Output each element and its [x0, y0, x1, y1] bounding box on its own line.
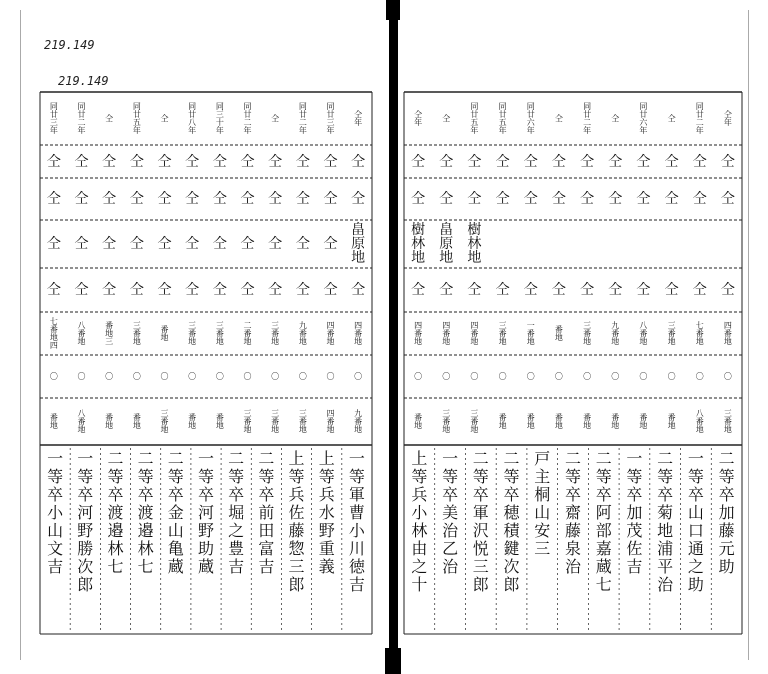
right-row-header-cell: 仝 [667, 113, 676, 123]
right-row-mark3-cell: 樹 林 地 [467, 222, 482, 266]
left-row-mark3-cell: 仝 [212, 236, 227, 252]
left-row-plot1-cell: 番 地 三 [105, 320, 114, 346]
right-row-header-cell: 同 廿 六 年 [639, 101, 648, 135]
right-row-mark4-cell: 仝 [580, 282, 595, 298]
left-soldier-name-column: 二 等 卒 堀 之 豊 吉 [228, 449, 245, 576]
binding-gutter-spine [389, 0, 398, 674]
right-row-mark1-cell: 仝 [523, 153, 538, 170]
left-row-plot2-cell: 八 番 地 [77, 408, 86, 434]
right-row-mark2-cell: 仝 [495, 191, 510, 207]
left-row-plot1-cell: 三 番 地 [132, 320, 141, 346]
left-row-zero-cell: 〇 [354, 371, 363, 381]
left-soldier-name-column: 一 等 軍 曹 小 川 徳 吉 [348, 449, 365, 594]
left-soldier-name-column: 上 等 兵 佐 藤 惣 三 郎 [288, 449, 305, 594]
right-soldier-name-column: 一 等 卒 美 治 乙 治 [442, 449, 459, 576]
left-row-mark3-cell: 仝 [129, 236, 144, 252]
left-row-plot1-cell: 七 番 地 四 [49, 316, 58, 350]
right-row-mark1-cell: 仝 [608, 153, 623, 170]
right-soldier-name-column: 二 等 卒 菊 地 浦 平 治 [657, 449, 674, 594]
right-row-zero-cell: 〇 [554, 371, 563, 381]
left-row-plot1-cell: 四 番 地 [354, 320, 363, 346]
right-row-mark2-cell: 仝 [720, 191, 735, 207]
right-row-mark2-cell: 仝 [636, 191, 651, 207]
right-row-plot1-cell: 四 番 地 [470, 320, 479, 346]
right-row-mark3-cell [545, 222, 573, 266]
left-row-header-cell: 仝 [271, 113, 280, 123]
right-row-zero-cell: 〇 [583, 371, 592, 381]
right-row-plot1-cell: 七 番 地 [695, 320, 704, 346]
left-row-plot1-cell: 三 番 地 [188, 320, 197, 346]
left-row-zero-cell: 〇 [49, 371, 58, 381]
right-row-mark1-cell: 仝 [720, 153, 735, 170]
left-row-mark2-cell: 仝 [74, 191, 89, 207]
left-row-zero-cell: 〇 [160, 371, 169, 381]
left-row-mark1-cell: 仝 [129, 153, 144, 170]
right-row-mark2-cell: 仝 [467, 191, 482, 207]
left-row-mark4-cell: 仝 [212, 282, 227, 298]
left-row-plot2-cell: 三 番 地 [271, 408, 280, 434]
right-row-zero-cell: 〇 [611, 371, 620, 381]
right-row-zero-cell: 〇 [667, 371, 676, 381]
left-row-plot2-cell: 番 地 [49, 412, 58, 430]
right-row-zero-cell: 〇 [414, 371, 423, 381]
left-row-mark3-cell: 仝 [185, 236, 200, 252]
left-row-plot2-cell: 四 番 地 [326, 408, 335, 434]
left-row-mark1-cell: 仝 [240, 153, 255, 170]
right-row-mark2-cell: 仝 [439, 191, 454, 207]
right-row-plot1-cell: 三 番 地 [583, 320, 592, 346]
right-row-mark4-cell: 仝 [495, 282, 510, 298]
left-row-mark4-cell: 仝 [129, 282, 144, 298]
right-row-plot1-cell: 四 番 地 [442, 320, 451, 346]
left-row-mark1-cell: 仝 [212, 153, 227, 170]
left-row-header-cell: 同 廿 八 年 [188, 101, 197, 135]
right-row-zero-cell: 〇 [723, 371, 732, 381]
right-row-mark4-cell: 仝 [523, 282, 538, 298]
right-row-mark2-cell: 仝 [580, 191, 595, 207]
left-row-mark3-cell: 仝 [323, 236, 338, 252]
left-row-header-cell: 同 廿 三 年 [326, 101, 335, 135]
right-row-mark1-cell: 仝 [636, 153, 651, 170]
left-row-mark1-cell: 仝 [323, 153, 338, 170]
right-row-mark4-cell: 仝 [720, 282, 735, 298]
right-row-mark2-cell: 仝 [608, 191, 623, 207]
left-row-mark4-cell: 仝 [46, 282, 61, 298]
left-row-plot1-cell: 番 地 [160, 324, 169, 342]
right-soldier-name-column: 一 等 卒 山 口 通 之 助 [687, 449, 704, 594]
right-soldier-name-column: 一 等 卒 加 茂 佐 吉 [626, 449, 643, 576]
right-row-mark3-cell [601, 222, 629, 266]
right-row-mark4-cell: 仝 [411, 282, 426, 298]
left-row-header-cell: 同 廿 三 年 [49, 101, 58, 135]
right-row-mark2-cell: 仝 [523, 191, 538, 207]
left-row-mark1-cell: 仝 [351, 153, 366, 170]
left-soldier-name-column: 二 等 卒 前 田 富 吉 [258, 449, 275, 576]
right-row-zero-cell: 〇 [695, 371, 704, 381]
left-row-zero-cell: 〇 [271, 371, 280, 381]
left-soldier-name-column: 二 等 卒 渡 邉 林 七 [137, 449, 154, 576]
right-row-plot2-cell: 番 地 [583, 412, 592, 430]
archive-reference-number-secondary: 219.149 [58, 74, 109, 88]
right-row-plot2-cell: 三 番 地 [442, 408, 451, 434]
right-row-mark3-cell [629, 222, 657, 266]
right-soldier-name-column: 二 等 卒 穂 積 鍵 次 郎 [503, 449, 520, 594]
right-soldier-name-column: 上 等 兵 小 林 由 之 十 [411, 449, 428, 594]
left-row-mark1-cell: 仝 [102, 153, 117, 170]
left-soldier-name-column: 上 等 兵 水 野 重 義 [318, 449, 335, 576]
right-row-mark1-cell: 仝 [551, 153, 566, 170]
left-row-header-cell: 仝 [160, 113, 169, 123]
left-row-mark4-cell: 仝 [102, 282, 117, 298]
right-row-zero-cell: 〇 [498, 371, 507, 381]
right-row-plot2-cell: 八 番 地 [695, 408, 704, 434]
left-row-header-cell: 仝 年 [354, 109, 363, 127]
left-row-plot1-cell: 二 番 地 [243, 320, 252, 346]
left-row-plot2-cell: 番 地 [105, 412, 114, 430]
left-row-header-cell: 同 廿 二 年 [243, 101, 252, 135]
left-row-zero-cell: 〇 [326, 371, 335, 381]
left-row-header-cell: 同 廿 二 年 [77, 101, 86, 135]
right-row-header-cell: 仝 年 [723, 109, 732, 127]
right-row-mark4-cell: 仝 [467, 282, 482, 298]
right-row-plot1-cell: 四 番 地 [414, 320, 423, 346]
right-row-plot1-cell: 八 番 地 [639, 320, 648, 346]
right-row-mark2-cell: 仝 [411, 191, 426, 207]
right-row-mark3-cell [686, 222, 714, 266]
left-soldier-name-column: 二 等 卒 金 山 亀 蔵 [167, 449, 184, 576]
left-row-mark4-cell: 仝 [74, 282, 89, 298]
left-row-header-cell: 同 廿 二 年 [298, 101, 307, 135]
right-row-plot2-cell: 三 番 地 [723, 408, 732, 434]
right-row-mark4-cell: 仝 [551, 282, 566, 298]
left-row-mark3-cell: 仝 [74, 236, 89, 252]
left-row-mark2-cell: 仝 [102, 191, 117, 207]
right-row-plot1-cell: 一 番 地 [526, 320, 535, 346]
right-soldier-name-column: 二 等 卒 加 藤 元 助 [718, 449, 735, 576]
right-row-plot2-cell: 三 番 地 [470, 408, 479, 434]
right-row-plot2-cell: 番 地 [611, 412, 620, 430]
left-row-zero-cell: 〇 [188, 371, 197, 381]
left-row-mark4-cell: 仝 [268, 282, 283, 298]
left-row-header-cell: 仝 [105, 113, 114, 123]
right-row-plot2-cell: 番 地 [667, 412, 676, 430]
right-row-plot1-cell: 四 番 地 [723, 320, 732, 346]
right-row-header-cell: 仝 [554, 113, 563, 123]
left-row-mark4-cell: 仝 [323, 282, 338, 298]
left-row-mark2-cell: 仝 [157, 191, 172, 207]
right-row-mark3-cell [714, 222, 742, 266]
right-soldier-name-column: 戸 主 桐 山 安 三 [534, 449, 551, 558]
right-row-mark2-cell: 仝 [551, 191, 566, 207]
left-row-plot2-cell: 三 番 地 [298, 408, 307, 434]
right-soldier-name-column: 二 等 卒 阿 部 嘉 蔵 七 [595, 449, 612, 594]
binding-gutter-bottom [385, 648, 401, 674]
left-row-mark4-cell: 仝 [240, 282, 255, 298]
right-soldier-name-column: 二 等 卒 軍 沢 悦 三 郎 [472, 449, 489, 594]
right-row-plot1-cell: 九 番 地 [611, 320, 620, 346]
left-row-plot2-cell: 番 地 [132, 412, 141, 430]
left-soldier-name-column: 一 等 卒 河 野 助 蔵 [197, 449, 214, 576]
right-row-plot2-cell: 番 地 [498, 412, 507, 430]
left-row-zero-cell: 〇 [243, 371, 252, 381]
right-row-mark2-cell: 仝 [664, 191, 679, 207]
right-row-zero-cell: 〇 [442, 371, 451, 381]
left-row-zero-cell: 〇 [77, 371, 86, 381]
right-row-mark1-cell: 仝 [467, 153, 482, 170]
right-row-mark2-cell: 仝 [692, 191, 707, 207]
archive-reference-number: 219.149 [44, 38, 95, 52]
right-row-mark3-cell [489, 222, 517, 266]
right-row-mark1-cell: 仝 [692, 153, 707, 170]
right-row-mark1-cell: 仝 [580, 153, 595, 170]
left-row-mark1-cell: 仝 [268, 153, 283, 170]
right-row-zero-cell: 〇 [470, 371, 479, 381]
left-row-mark2-cell: 仝 [240, 191, 255, 207]
left-row-mark2-cell: 仝 [351, 191, 366, 207]
right-row-mark4-cell: 仝 [664, 282, 679, 298]
left-row-mark2-cell: 仝 [323, 191, 338, 207]
right-row-mark1-cell: 仝 [411, 153, 426, 170]
left-row-mark3-cell: 仝 [268, 236, 283, 252]
right-row-zero-cell: 〇 [639, 371, 648, 381]
right-row-plot2-cell: 番 地 [414, 412, 423, 430]
left-row-zero-cell: 〇 [298, 371, 307, 381]
left-row-mark2-cell: 仝 [212, 191, 227, 207]
right-row-header-cell: 仝 [611, 113, 620, 123]
left-row-plot1-cell: 三 番 地 [215, 320, 224, 346]
right-row-header-cell: 同 廿 二 年 [583, 101, 592, 135]
right-row-plot2-cell: 番 地 [554, 412, 563, 430]
right-row-plot2-cell: 番 地 [639, 412, 648, 430]
right-row-mark4-cell: 仝 [636, 282, 651, 298]
right-row-mark3-cell [658, 222, 686, 266]
right-row-mark1-cell: 仝 [664, 153, 679, 170]
right-row-plot1-cell: 三 番 地 [498, 320, 507, 346]
left-row-header-cell: 同 三 十 年 [215, 101, 224, 135]
left-row-mark4-cell: 仝 [295, 282, 310, 298]
left-row-mark1-cell: 仝 [295, 153, 310, 170]
left-row-mark1-cell: 仝 [185, 153, 200, 170]
right-row-mark4-cell: 仝 [692, 282, 707, 298]
left-row-plot2-cell: 三 番 地 [243, 408, 252, 434]
right-row-mark4-cell: 仝 [608, 282, 623, 298]
left-row-mark4-cell: 仝 [351, 282, 366, 298]
left-row-mark2-cell: 仝 [129, 191, 144, 207]
left-row-plot1-cell: 三 番 地 [271, 320, 280, 346]
right-soldier-name-column: 二 等 卒 齋 藤 泉 治 [564, 449, 581, 576]
right-row-header-cell: 同 廿 五 年 [498, 101, 507, 135]
left-row-mark4-cell: 仝 [185, 282, 200, 298]
right-row-header-cell: 同 廿 六 年 [526, 101, 535, 135]
right-row-header-cell: 仝 [442, 113, 451, 123]
left-row-mark2-cell: 仝 [46, 191, 61, 207]
left-row-header-cell: 同 廿 五 年 [132, 101, 141, 135]
right-row-mark3-cell [517, 222, 545, 266]
left-row-mark3-cell: 畠 原 地 [351, 222, 366, 266]
left-row-mark1-cell: 仝 [74, 153, 89, 170]
left-row-plot2-cell: 九 番 地 [354, 408, 363, 434]
left-row-plot1-cell: 八 番 地 [77, 320, 86, 346]
left-row-mark2-cell: 仝 [268, 191, 283, 207]
left-row-plot1-cell: 四 番 地 [326, 320, 335, 346]
right-row-header-cell: 同 廿 五 年 [470, 101, 479, 135]
right-row-mark1-cell: 仝 [439, 153, 454, 170]
left-row-plot2-cell: 番 地 [188, 412, 197, 430]
left-row-mark3-cell: 仝 [157, 236, 172, 252]
left-row-plot2-cell: 番 地 [215, 412, 224, 430]
left-row-zero-cell: 〇 [105, 371, 114, 381]
left-row-mark2-cell: 仝 [295, 191, 310, 207]
left-row-mark4-cell: 仝 [157, 282, 172, 298]
left-soldier-name-column: 二 等 卒 渡 邉 林 七 [107, 449, 124, 576]
right-row-zero-cell: 〇 [526, 371, 535, 381]
right-row-mark3-cell [573, 222, 601, 266]
right-row-mark3-cell: 畠 原 地 [439, 222, 454, 266]
left-row-mark2-cell: 仝 [185, 191, 200, 207]
right-row-header-cell: 仝 年 [414, 109, 423, 127]
left-row-mark1-cell: 仝 [46, 153, 61, 170]
left-row-mark3-cell: 仝 [46, 236, 61, 252]
left-row-plot2-cell: 三 番 地 [160, 408, 169, 434]
right-row-plot2-cell: 番 地 [526, 412, 535, 430]
left-row-mark1-cell: 仝 [157, 153, 172, 170]
right-row-plot1-cell: 番 地 [554, 324, 563, 342]
left-row-mark3-cell: 仝 [102, 236, 117, 252]
left-soldier-name-column: 一 等 卒 小 山 文 吉 [47, 449, 64, 576]
left-row-zero-cell: 〇 [132, 371, 141, 381]
left-row-mark3-cell: 仝 [295, 236, 310, 252]
left-row-zero-cell: 〇 [215, 371, 224, 381]
right-row-mark3-cell: 樹 林 地 [411, 222, 426, 266]
left-soldier-name-column: 一 等 卒 河 野 勝 次 郎 [77, 449, 94, 594]
left-row-mark3-cell: 仝 [240, 236, 255, 252]
right-row-mark4-cell: 仝 [439, 282, 454, 298]
right-row-mark1-cell: 仝 [495, 153, 510, 170]
left-row-plot1-cell: 九 番 地 [298, 320, 307, 346]
right-row-header-cell: 同 廿 二 年 [695, 101, 704, 135]
right-row-plot1-cell: 三 番 地 [667, 320, 676, 346]
